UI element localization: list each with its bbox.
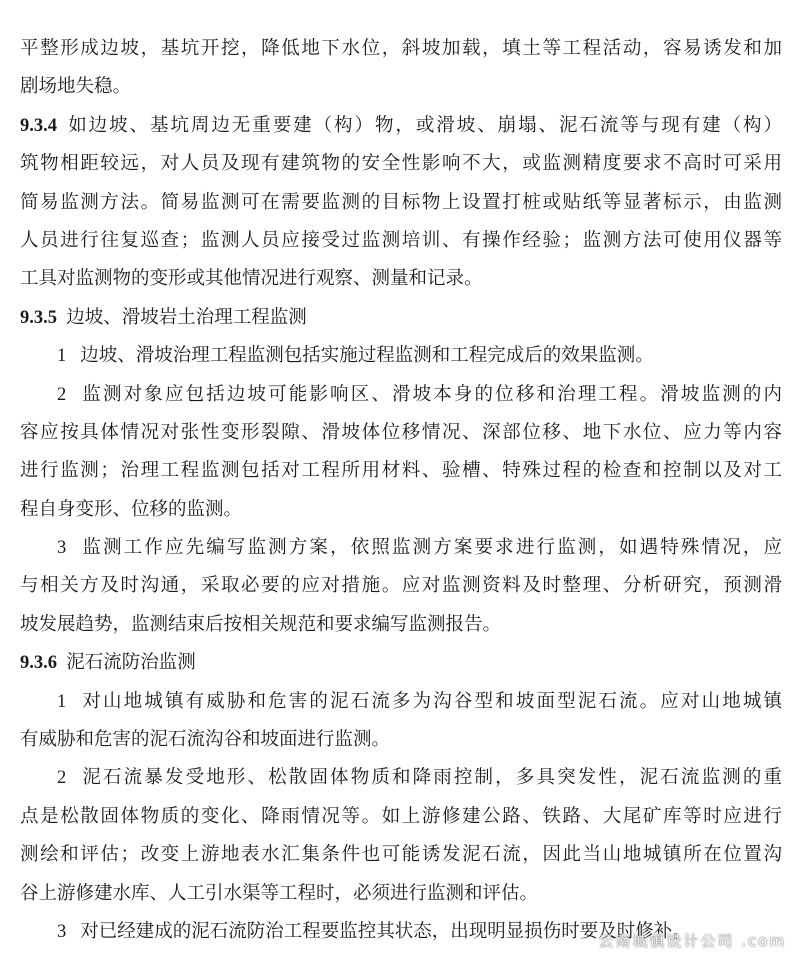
section-heading-line <box>20 299 782 337</box>
line-text: 平整形成边坡，基坑开挖，降低地下水位，斜坡加载，填土等工程活动，容易诱发和加 <box>20 38 782 59</box>
line-text: 边坡、滑坡治理工程监测包括实施过程监测和工程完成后的效果监测。 <box>80 345 654 367</box>
text-line <box>20 491 782 529</box>
item-number: 1 <box>57 691 67 712</box>
section-number: 9.3.5 <box>20 307 57 328</box>
line-text: 进行监测；治理工程监测包括对工程所用材料、验槽、特殊过程的检查和控制以及对工 <box>20 460 782 482</box>
line-text: 对已经建成的泥石流防治工程要监控其状态，出现明显损伤时要及时修补。 <box>80 920 691 942</box>
text-line <box>20 337 782 375</box>
text-line <box>20 606 782 644</box>
text-line <box>20 567 782 605</box>
line-text: 监测对象应包括边坡可能影响区、滑坡本身的位移和治理工程。滑坡监测的内 <box>80 383 782 405</box>
line-text: 容应按具体情况对张性变形裂隙、滑坡体位移情况、深部位移、地下水位、应力等内容 <box>20 421 782 443</box>
item-number: 2 <box>57 768 67 789</box>
section-number: 9.3.6 <box>20 653 57 674</box>
line-text: 工具对监测物的变形或其他情况进行观察、测量和记录。 <box>20 268 483 290</box>
document-page <box>20 30 782 951</box>
text-line <box>20 260 782 298</box>
section-number: 9.3.4 <box>20 115 57 136</box>
text-line <box>20 145 782 183</box>
item-number: 1 <box>57 346 67 367</box>
text-line <box>20 798 782 836</box>
line-text: 泥石流暴发受地形、松散固体物质和降雨控制，多具突发性，泥石流监测的重 <box>80 767 782 789</box>
text-line <box>20 30 782 68</box>
line-text: 人员进行往复巡查；监测人员应接受过监测培训、有操作经验；监测方法可使用仪器等 <box>20 229 782 251</box>
text-line <box>20 68 782 106</box>
line-text: 程自身变形、位移的监测。 <box>20 498 243 520</box>
line-text: 与相关方及时沟通，采取必要的应对措施。应对监测资料及时整理、分析研究，预测滑 <box>20 575 782 597</box>
text-line <box>20 222 782 260</box>
text-line <box>20 376 782 414</box>
item-number: 3 <box>57 538 67 559</box>
line-text: 谷上游修建水库、人工引水渠等工程时，必须进行监测和评估。 <box>20 882 539 904</box>
line-text: 泥石流防治监测 <box>66 652 196 674</box>
item-number: 3 <box>57 921 67 942</box>
line-text: 对山地城镇有威胁和危害的泥石流多为沟谷型和坡面型泥石流。应对山地城镇 <box>80 690 782 712</box>
line-text: 边坡、滑坡岩土治理工程监测 <box>66 306 307 328</box>
line-text: 监测工作应先编写监测方案，依照监测方案要求进行监测，如遇特殊情况，应 <box>80 537 782 559</box>
watermark: 云南城镇设计公司 .com <box>598 932 786 950</box>
section-heading-line <box>20 107 782 145</box>
section-heading-line <box>20 644 782 682</box>
text-line <box>20 836 782 874</box>
text-line <box>20 529 782 567</box>
line-text: 坡发展趋势，监测结束后按相关规范和要求编写监测报告。 <box>20 613 502 635</box>
line-text: 有威胁和危害的泥石流沟谷和坡面进行监测。 <box>20 729 391 751</box>
text-line <box>20 452 782 490</box>
text-line <box>20 721 782 759</box>
line-text: 如边坡、基坑周边无重要建（构）物，或滑坡、崩塌、泥石流等与现有建（构） <box>66 114 782 136</box>
text-line <box>20 759 782 797</box>
text-line <box>20 875 782 913</box>
text-line <box>20 414 782 452</box>
line-text: 剧场地失稳。 <box>20 76 132 98</box>
line-text: 简易监测方法。简易监测可在需要监测的目标物上设置打桩或贴纸等显著标示，由监测 <box>20 191 782 213</box>
item-number: 2 <box>57 384 67 405</box>
text-line <box>20 683 782 721</box>
line-text: 筑物相距较远，对人员及现有建筑物的安全性影响不大，或监测精度要求不高时可采用 <box>20 153 782 175</box>
text-line <box>20 184 782 222</box>
line-text: 点是松散固体物质的变化、降雨情况等。如上游修建公路、铁路、大尾矿库等时应进行 <box>20 805 782 827</box>
line-text: 测绘和评估；改变上游地表水汇集条件也可能诱发泥石流，因此当山地城镇所在位置沟 <box>20 844 782 866</box>
